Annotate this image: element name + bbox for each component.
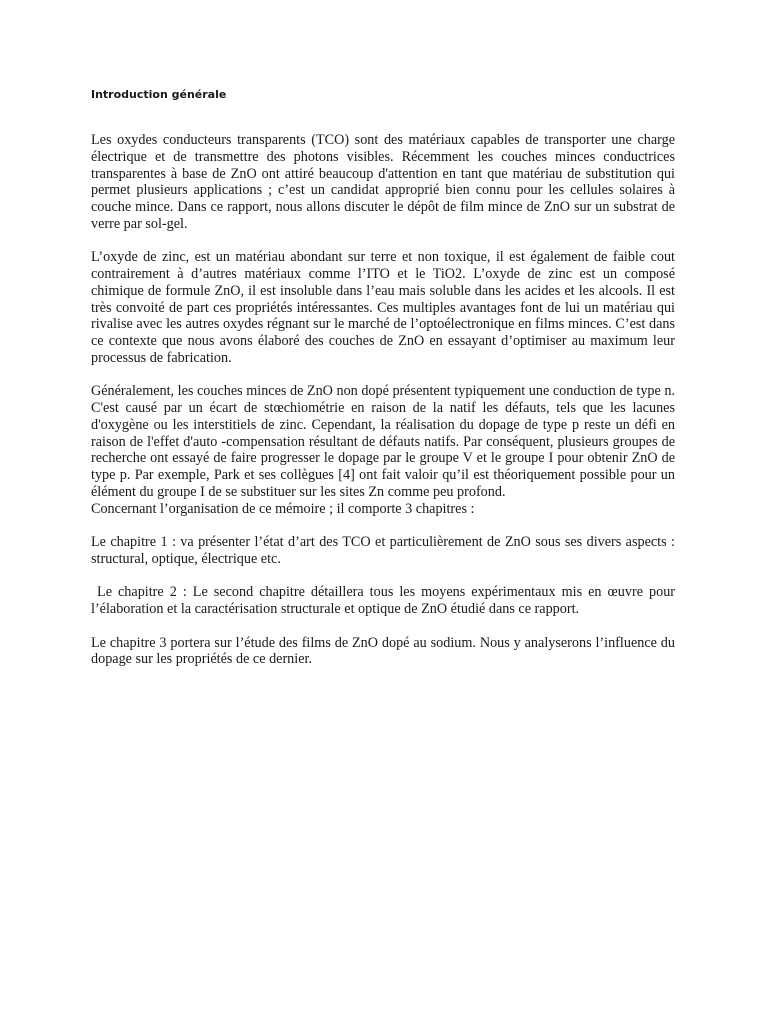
- paragraph-chapter-2: Le chapitre 2 : Le second chapitre détaillera tous les moyens expérimentaux mis en œuvre pour l’élaboration et la caractérisation structurale et optique de ZnO étudié dans ce rapport.: [91, 584, 679, 617]
- paragraph-chapter-1: Le chapitre 1 : va présenter l’état d’art des TCO et particulièrement de ZnO sous ses divers aspects : structural, optique, électrique etc.: [91, 534, 675, 567]
- paragraph-organisation: Concernant l’organisation de ce mémoire ; il comporte 3 chapitres :: [91, 500, 475, 517]
- paragraph-intro-tco: Les oxydes conducteurs transparents (TCO) sont des matériaux capables de transporter une charge électrique et de transmettre des photons visibles. Récemment les couches minces conductrices transparentes à base de ZnO ont attiré beaucoup d'attention en tant que matériau de substitution qui permet plusieurs applications ; c’est un candidat approprié bien connu pour les cellules solaires à couche mince. Dans ce rapport, nous allons discuter le dépôt de film mince de ZnO sur un substrat de verre par sol-gel.: [91, 132, 675, 232]
- paragraph-doping: Généralement, les couches minces de ZnO non dopé présentent typiquement une conduction de type n. C'est causé par un écart de stœchiométrie en raison de la natif les défauts, tels que les lacunes d'oxygène ou les interstitiels de zinc. Cependant, la réalisation du dopage de type p reste un défi en raison de l'effet d'auto -compensation résultant de défauts natifs. Par conséquent, plusieurs groupes de recherche ont essayé de faire progresser le dopage par le groupe V et le groupe I pour obtenir ZnO de type p. Par exemple, Park et ses collègues [4] ont fait valoir qu’il est théoriquement possible pour un élément du groupe I de se substituer sur les sites Zn comme peu profond.: [91, 383, 675, 500]
- document-page: [91, 87, 679, 668]
- section-heading: Introduction générale: [91, 88, 227, 101]
- paragraph-zinc-oxide: L’oxyde de zinc, est un matériau abondant sur terre et non toxique, il est également de faible cout contrairement à d’autres matériaux comme l’ITO et le TiO2. L’oxyde de zinc est un composé chimique de formule ZnO, il est insoluble dans l’eau mais soluble dans les acides et les alcools. Il est très convoité de part ces propriétés intéressantes. Ces multiples avantages font de lui un matériau qui rivalise avec les autres oxydes régnant sur le marché de l’optoélectronique en films minces. C’est dans ce contexte que nous avons élaboré des couches de ZnO en essayant d’optimiser au maximum leur processus de fabrication.: [91, 249, 675, 366]
- paragraph-chapter-3: Le chapitre 3 portera sur l’étude des films de ZnO dopé au sodium. Nous y analyserons l’influence du dopage sur les propriétés de ce dernier.: [91, 634, 675, 668]
